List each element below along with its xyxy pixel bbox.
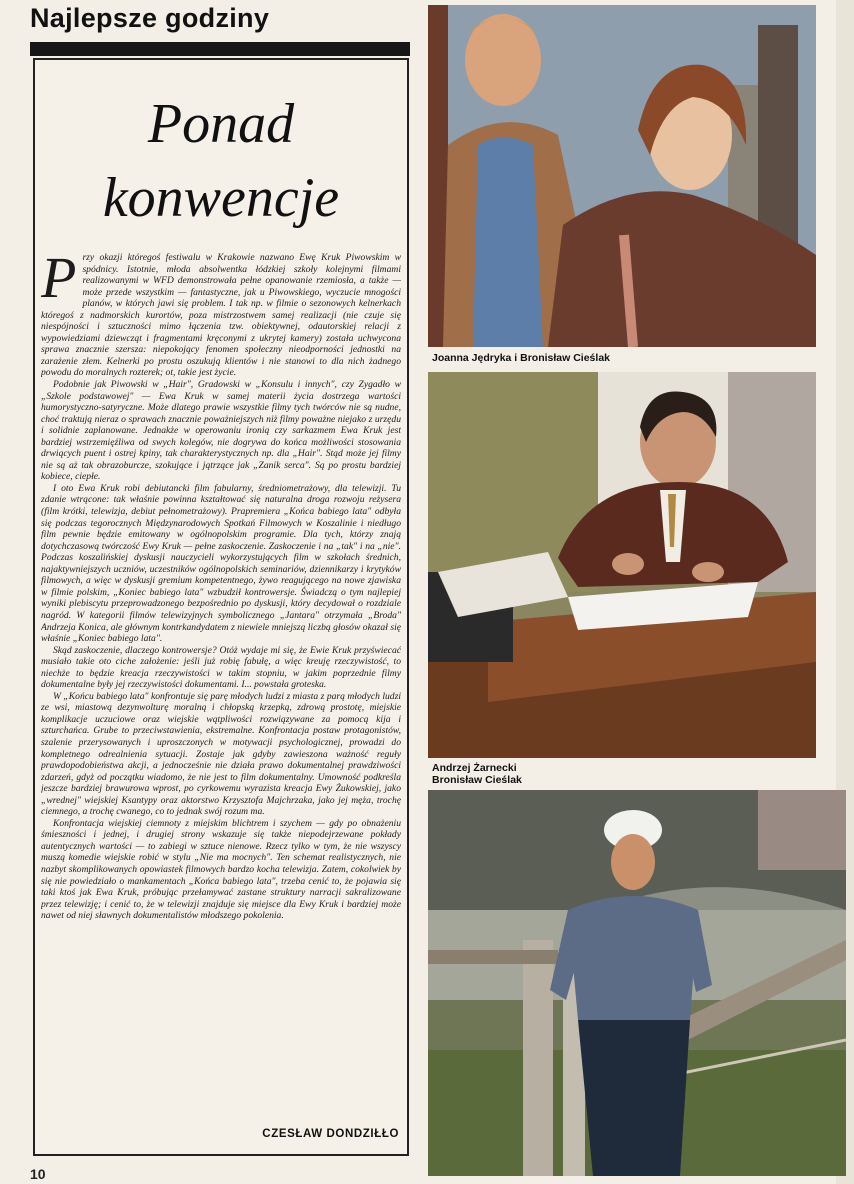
paragraph-4: Skąd zaskoczenie, dlaczego kontrowersje? Otóż wydaje mi się, że Ewie Kruk przyświecać musiało takie oto ciche założenie: jeśli już robię fabułę, a więc kreuję rzeczywistość, to niechże to będzie kreacja rzeczywistości w takim stopniu, w jakim poprzednie filmy dokumentalne były jej rzeczywistości dokumentami. I... powstała groteska. bbox=[41, 644, 401, 691]
article-box bbox=[33, 58, 409, 1156]
photo-desk-image bbox=[428, 372, 816, 758]
section-header bbox=[30, 2, 410, 36]
caption-photo-1: Joanna Jędryka i Bronisław Cieślak bbox=[432, 352, 610, 364]
section-title: Najlepsze godziny bbox=[30, 3, 270, 33]
paragraph-5: W „Końcu babiego lata" konfrontuje się parę młodych ludzi z miasta z parą młodych ludzi ze wsi, miastową dezynwolturę moralną i chłopską krzepką, zdrową prostotę, miejskie komplikacje uczuciowe oraz wiejskie wątpliwości rozwiązywane za pomocą kija i szturchańca. Grube to przeciwstawienia, ekstremalne. Konfrontacja postaw protagonistów, szalenie przerysowanych i uproszczonych w motywacji psychologicznej, prowadzi do kompletnego odrealnienia sytuacji. Zostaje jak gdyby zawieszona ważność reguły prawdopodobieństwa akcji, a jednocześnie nie działa prawo dokumentalnej prawdziwości zdarzeń, gdyż od początku wiadomo, że nie jest to film dokumentalny. Umowność podkreśla jeszcze bardziej brawurowa wprost, po cyrkowemu wyrazista kreacja Ewy Żukowskiej, jako „wrednej" wiejskiej Ksantypy oraz aktorstwo Krzysztofa Majchrzaka, jako jej męża, trochę ciemnego, a trochę cwanego, co to jednak swój rozum ma. bbox=[41, 690, 401, 818]
photo-couple-image bbox=[428, 5, 816, 347]
paragraph-2: Podobnie jak Piwowski w „Hair", Gradowski w „Konsulu i innych", czy Zygadło w „Szkole podstawowej" — Ewa Kruk w samej materii życia dostrzega wartości humorystyczno-satyryczne. Może dlatego prawie wszystkie filmy tych twórców nie są nudne, choć traktują nieraz o sprawach znacznie poważniejszych niż filmy poważne niejako z urzędu i solidnie zaplanowane. Jednakże w operowaniu ironią czy sarkazmem Ewa Kruk jest bardziej wstrzemięźliwa od swych kolegów, nie dogrywa do końca możliwości stosowania drwiących puent i ostrej kpiny, tak charakterystycznych np. dla „Hair". Stąd może jej filmy nie są aż tak obrazoburcze, szokujące i jątrzące jak „Zanik serca". Są po prostu bardziej kobiece, ciepłe. bbox=[41, 379, 401, 483]
article-title-line1: Ponad bbox=[147, 93, 295, 155]
author-byline: CZESŁAW DONDZIŁŁO bbox=[262, 1128, 399, 1140]
header-rule bbox=[30, 42, 410, 56]
article-body bbox=[41, 252, 401, 1112]
paragraph-3: I oto Ewa Kruk robi debiutancki film fabularny, średniometrażowy, dla telewizji. Tu zdanie wtrącone: tak właśnie powinna kształtować się naturalna droga rozwoju reżysera (film krótki, telewizja, debiut pełnometrażowy). Prapremiera „Końca babiego lata" odbyła się podczas tegorocznych Międzynarodowych Spotkań Filmowych w Koszalinie i niedługo film pewnie będzie emitowany w ogólnopolskim programie. Dla tych, którzy znają dotychczasową twórczość Ewy Kruk — pełne zaskoczenie. Zaskoczenie i na „tak" i na „nie". Podczas koszalińskiej dyskusji nauczycieli wykorzystujących film w szkołach średnich, najaktywniejszych uczniów, uczestników ogólnopolskich seminariów, dziennikarzy i krytyków filmowych, a więc w dyskusji gremium kompetentnego, żywo reagującego na nowe zjawiska w filmie polskim, „Koniec babiego lata" wzbudził kontrowersje. Świadczą o tym najlepiej wyniki plebiscytu przeprowadzonego bezpośrednio po dyskusji, który decydował o rozdziale nagród. W kategorii filmów telewizyjnych symbolicznego „Jantara" otrzymała „Broda" Andrzeja Konica, ale głównym kontrkandydatem z niewiele mniejszą liczbą głosów okazał się właśnie „Koniec babiego lata". bbox=[41, 482, 401, 645]
photo-worker-image bbox=[428, 790, 846, 1176]
photo-desk bbox=[428, 372, 816, 758]
page-number: 10 bbox=[30, 1166, 46, 1182]
photo-worker bbox=[428, 790, 846, 1176]
photo-couple bbox=[428, 5, 816, 347]
drop-cap: P bbox=[41, 252, 77, 310]
caption-photo-2: Andrzej Żarnecki Bronisław Cieślak bbox=[432, 762, 522, 786]
article-title-line2: konwencje bbox=[102, 167, 340, 229]
paragraph-1: Przy okazji któregoś festiwalu w Krakowie nazwano Ewę Kruk Piwowskim w spódnicy. Istotnie, młoda absolwentka łódzkiej szkoły kolejnymi filmami realizowanymi w WFD demonstrowała pełne opanowanie rzemiosła, a także — może przede wszystkim — fantastyczne, jak u Piwowskiego, wyczucie mnogości planów, w których jawi się problem. I tak np. w filmie o sezonowych kelnerkach któregoś z nadmorskich kurortów, poza mistrzostwem samej realizacji (nie czuje się niespójności i sztuczności mimo łączenia tzw. obiektywnej, odautorskiej relacji z wypowiedziami dziewcząt i fragmentami kręconymi z ukrytej kamery) została uchwycona sprawa znacznie szersza: niepokojący fenomen społeczny nieodporności jednostki na zarażenie złem. Kelnerki po prostu oszukują klientów i nie stanowi to dla nich żadnego powodu do moralnych rozterek; ot, takie jest życie. bbox=[41, 252, 401, 379]
paragraph-6: Konfrontacja wiejskiej ciemnoty z miejskim blichtrem i szychem — gdy po obnażeniu śmieszności i jednej, i drugiej strony wskazuje się także niepodejrzewane pokłady autentycznych wartości — to zabiegi w sztuce nienowe. Rzecz tylko w tym, że nie wszyscy muszą komedie wiejskie robić w stylu „Nie ma mocnych". Ten schemat realistycznych, nie nazbyt skomplikowanych opowiastek filmowych bardzo kocha telewizja. Zatem, cokolwiek by się nie powiedziało o mankamentach „Końca babiego lata", trzeba cenić to, że pojawia się taki ktoś jak Ewa Kruk, próbując przełamywać zastane struktury narracji sakralizowane przez telewizję; i cenić to, że w telewizji znajduje się miejsce dla Ewy Kruk i bardziej może nawet od niej sławnych dokumentalistów młodszego pokolenia. bbox=[41, 817, 401, 922]
